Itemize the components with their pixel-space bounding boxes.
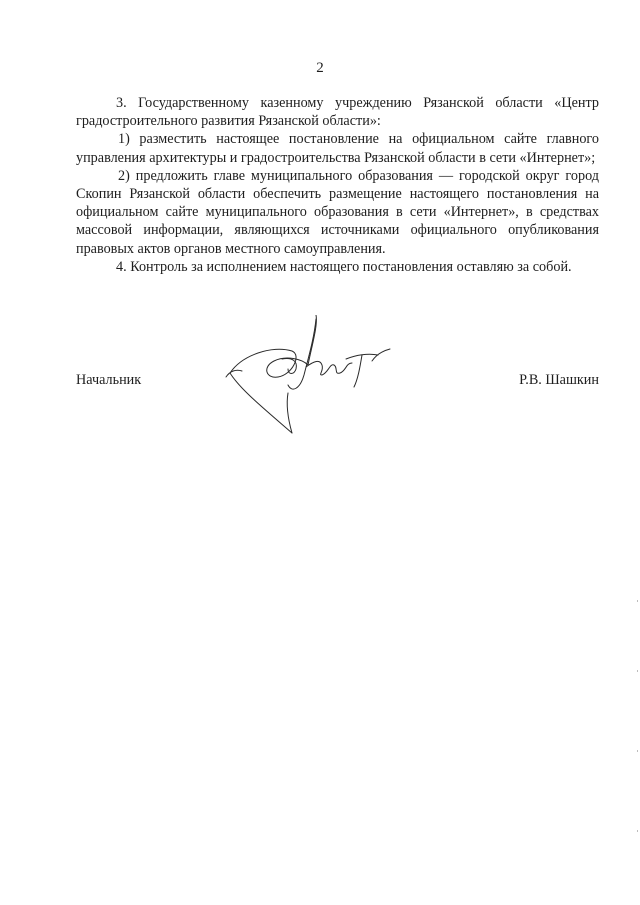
paragraph-item-3: 3. Государственному казенному учреждению Рязанской области «Центр градостроительного развития Рязанской области»: — [76, 95, 599, 130]
signer-name: Р.В. Шашкин — [519, 372, 599, 388]
page-number: 2 — [316, 60, 324, 76]
paragraph-subitem-2: 2) предложить главе муниципального образования — городской округ город Скопин Рязанской области обеспечить размещение настоящего постановления на официальном сайте муниципального образования в сети «Интернет», в средствах массовой информации, являющихся источниками официального опубликования правовых актов органов местного самоуправления. — [76, 167, 599, 257]
scan-margin-specks — [636, 600, 640, 900]
document-body — [76, 94, 599, 276]
signer-position: Начальник — [76, 372, 142, 388]
signature-block — [76, 372, 599, 402]
paragraph-item-4: 4. Контроль за исполнением настоящего постановления оставляю за собой. — [116, 258, 572, 275]
paragraph-subitem-1: 1) разместить настоящее постановление на официальном сайте главного управления архитектуры и градостроительства Рязанской области в сети «Интернет»; — [76, 131, 599, 166]
